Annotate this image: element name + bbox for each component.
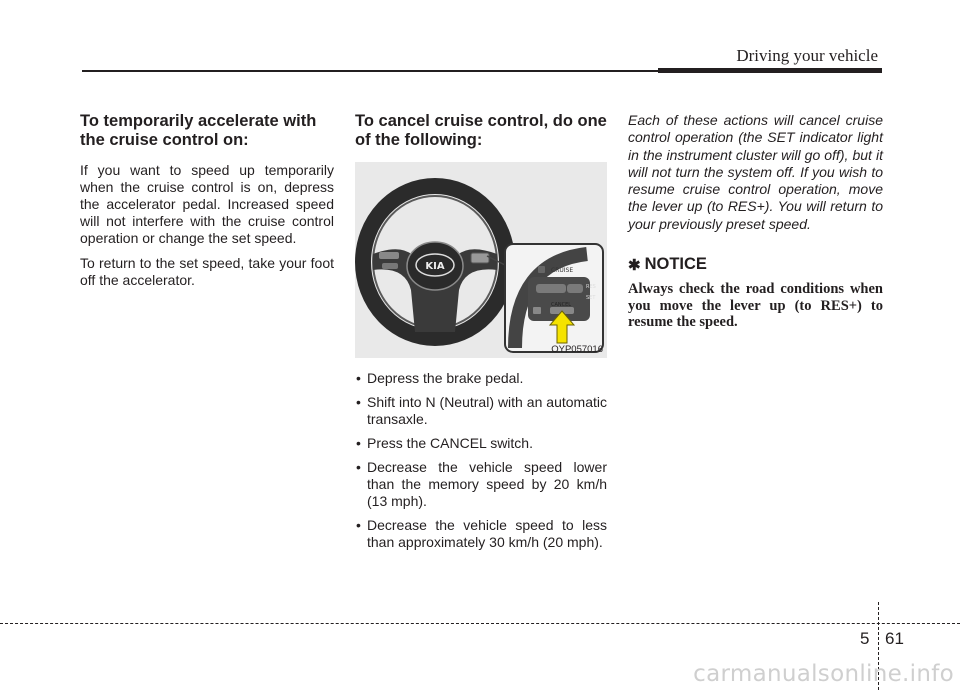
list-item: • Shift into N (Neutral) with an automatic transaxle.: [356, 394, 607, 427]
left-switch: [379, 252, 399, 259]
res-label: RES: [586, 284, 596, 290]
cancel-effect-text: Each of these actions will cancel cruise control operation (the SET indicator light in the instrument cluster will go off), but it will not turn the system off. If you wish to resume cruise control operation, move the lever up (to RES+). You will return to your previously preset speed.: [628, 112, 883, 232]
list-item: • Depress the brake pedal.: [356, 370, 524, 386]
left-switch-lower: [382, 263, 398, 269]
figure-code: OYP057016: [551, 344, 603, 355]
steering-wheel-figure: [355, 162, 607, 358]
kia-logo: KIA: [425, 261, 445, 272]
back-button: [533, 307, 541, 314]
right-switch: [471, 253, 489, 263]
watermark: carmanualsonline.info: [693, 661, 954, 687]
page-number: 61: [885, 629, 904, 648]
res-set-lever: [536, 284, 566, 293]
notice-heading: [628, 255, 883, 274]
cancel-label: CANCEL: [551, 302, 572, 308]
chapter-number: 5: [860, 629, 870, 648]
list-item: • Decrease the vehicle speed lower than the memory speed by 20 km/h (13 mph).: [356, 459, 607, 509]
footer-rule: [0, 623, 960, 624]
distance-switch: [567, 284, 583, 293]
steering-wheel-illustration: [355, 162, 607, 358]
cancel-conditions-list: [355, 370, 607, 551]
bullet-icon: •: [356, 394, 361, 410]
column-2: [355, 112, 607, 558]
section-heading-cancel: To cancel cruise control, do one of the following:: [355, 112, 607, 149]
bullet-icon: •: [356, 459, 361, 475]
notice-text: Always check the road conditions when you move the lever up (to RES+) to resume the speed.: [628, 281, 883, 331]
set-label: SET: [586, 295, 596, 301]
notice-title: NOTICE: [644, 255, 707, 274]
notice-icon: ✱: [628, 256, 641, 274]
header-title: Driving your vehicle: [736, 46, 878, 65]
column-3: [628, 112, 883, 331]
header-rule-accent: [658, 68, 882, 73]
bullet-icon: •: [356, 517, 361, 533]
cruise-label: CRUISE: [551, 267, 574, 274]
paragraph: To return to the set speed, take your foot off the accelerator.: [80, 255, 334, 288]
column-1: [80, 112, 334, 297]
section-heading-accelerate: To temporarily accelerate with the cruise control on:: [80, 112, 317, 149]
bullet-icon: •: [356, 435, 361, 451]
list-item: • Decrease the vehicle speed to less than approximately 30 km/h (20 mph).: [356, 517, 607, 550]
bullet-icon: •: [356, 370, 361, 386]
list-item: • Press the CANCEL switch.: [356, 435, 533, 451]
cruise-button: [538, 266, 545, 273]
paragraph: If you want to speed up temporarily when the cruise control is on, depress the accelerator pedal. Increased speed will not interfere with the cruise control operation or change the set speed.: [80, 162, 334, 246]
